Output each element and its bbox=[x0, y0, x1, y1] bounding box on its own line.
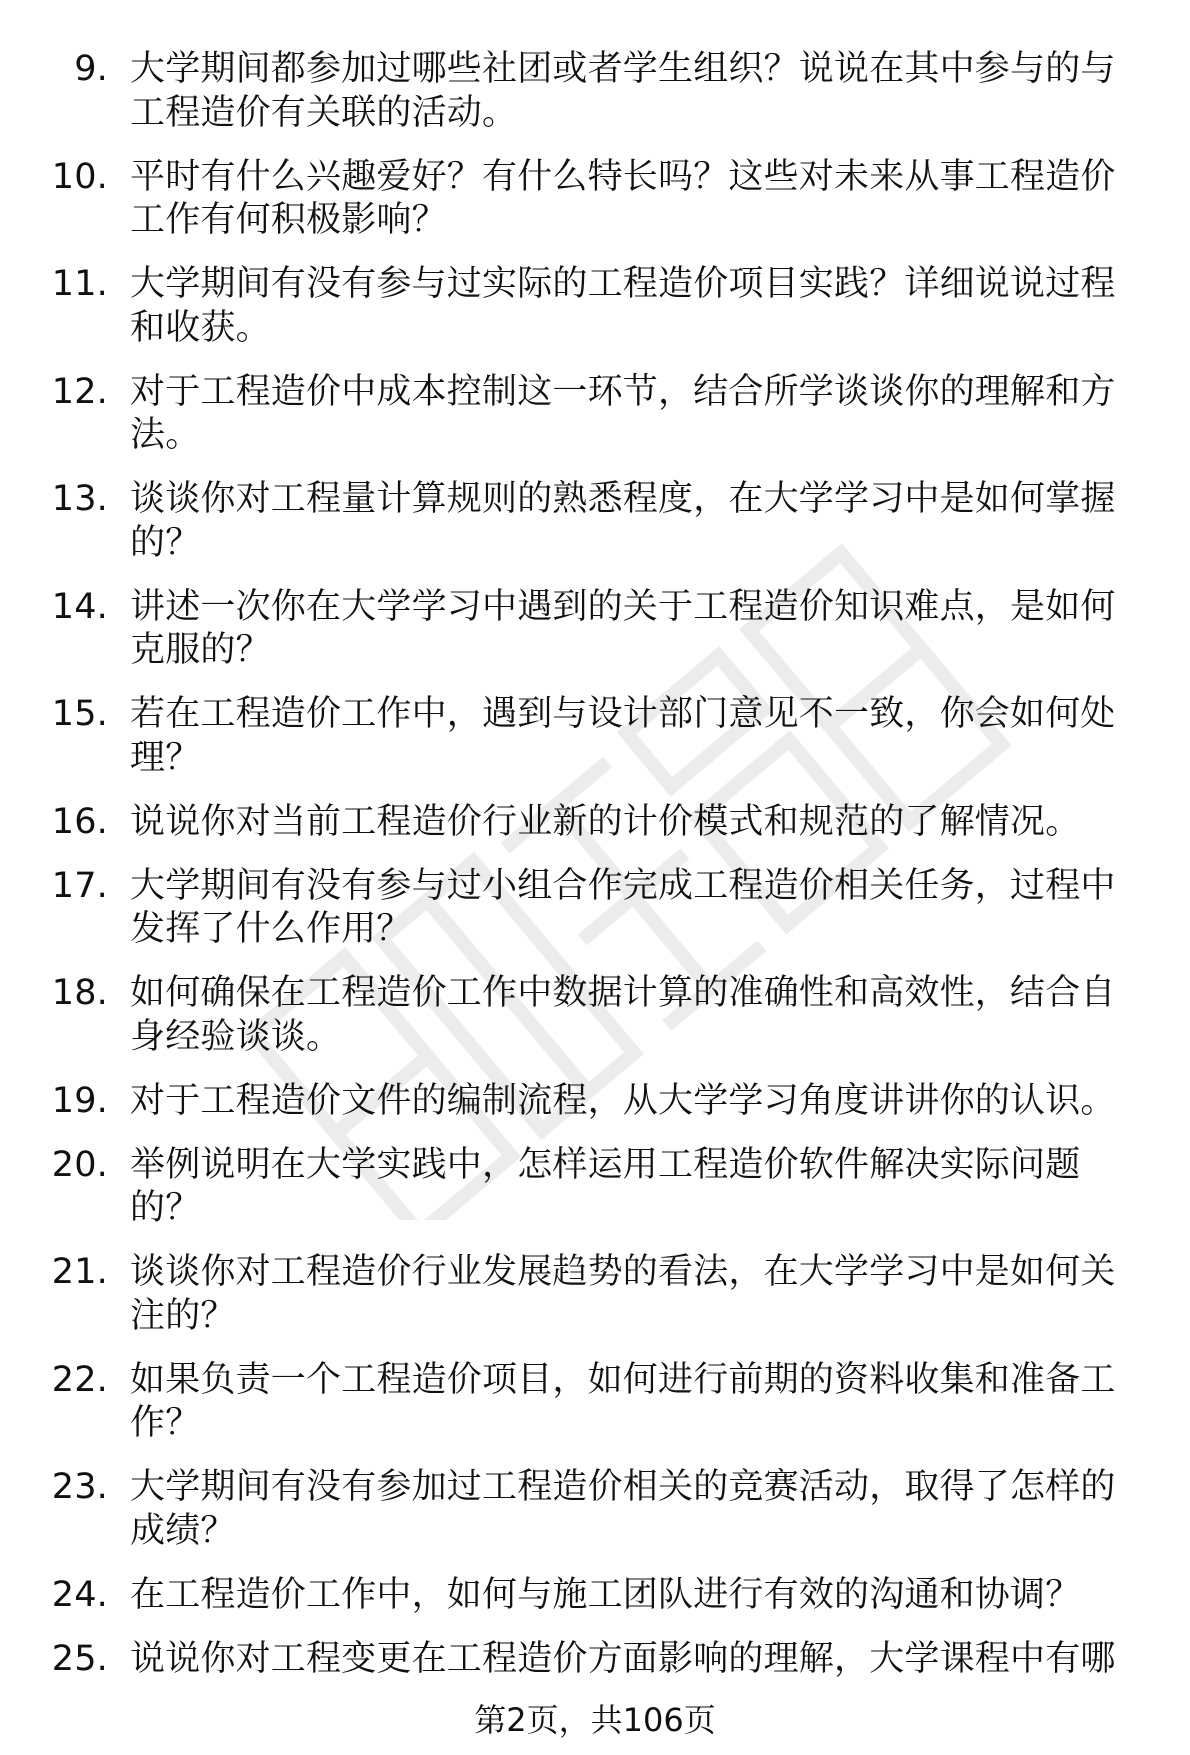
list-item bbox=[0, 263, 1190, 350]
question-text: 若在工程造价工作中，遇到与设计部门意见不一致，你会如何处理？ bbox=[130, 694, 1116, 778]
question-number: 18. bbox=[51, 973, 108, 1013]
question-list bbox=[0, 48, 1190, 1702]
question-text: 举例说明在大学实践中，怎样运用工程造价软件解决实际问题的？ bbox=[130, 1144, 1081, 1228]
question-number: 14. bbox=[51, 586, 108, 627]
list-item bbox=[0, 1638, 1190, 1682]
question-number: 17. bbox=[51, 865, 108, 906]
page-number-footer: 第2页，共106页 bbox=[474, 1701, 716, 1739]
list-item bbox=[0, 371, 1190, 458]
question-text: 在工程造价工作中，如何与施工团队进行有效的沟通和协调？ bbox=[130, 1574, 1081, 1615]
question-text: 讲述一次你在大学学习中遇到的关于工程造价知识难点，是如何克服的？ bbox=[130, 586, 1116, 670]
question-number: 19. bbox=[51, 1080, 108, 1121]
question-text: 大学期间都参加过哪些社团或者学生组织？说说在其中参与的与工程造价有关联的活动。 bbox=[130, 49, 1116, 133]
question-text: 对于工程造价中成本控制这一环节，结合所学谈谈你的理解和方法。 bbox=[130, 371, 1116, 455]
list-item bbox=[0, 1466, 1190, 1553]
list-item bbox=[0, 801, 1190, 845]
question-number: 16. bbox=[51, 801, 108, 842]
list-item bbox=[0, 1574, 1190, 1618]
question-number: 13. bbox=[51, 479, 108, 519]
question-number: 24. bbox=[51, 1574, 108, 1615]
question-number: 12. bbox=[51, 371, 108, 412]
question-number: 23. bbox=[51, 1467, 108, 1507]
question-text: 大学期间有没有参与过小组合作完成工程造价相关任务，过程中发挥了什么作用？ bbox=[130, 865, 1116, 949]
list-item bbox=[0, 865, 1190, 952]
list-item bbox=[0, 1144, 1190, 1231]
question-text: 如果负责一个工程造价项目，如何进行前期的资料收集和准备工作？ bbox=[130, 1359, 1116, 1443]
question-text: 如何确保在工程造价工作中数据计算的准确性和高效性，结合自身经验谈谈。 bbox=[130, 973, 1116, 1057]
list-item bbox=[0, 1251, 1190, 1338]
question-number: 15. bbox=[51, 694, 108, 734]
question-text: 大学期间有没有参加过工程造价相关的竞赛活动，取得了怎样的成绩？ bbox=[130, 1467, 1116, 1551]
list-item bbox=[0, 48, 1190, 135]
question-text: 说说你对工程变更在工程造价方面影响的理解，大学课程中有哪 bbox=[130, 1638, 1116, 1679]
question-number: 22. bbox=[51, 1359, 108, 1400]
question-text: 说说你对当前工程造价行业新的计价模式和规范的了解情况。 bbox=[130, 801, 1081, 842]
list-item bbox=[0, 693, 1190, 780]
question-text: 平时有什么兴趣爱好？有什么特长吗？这些对未来从事工程造价工作有何积极影响？ bbox=[130, 156, 1116, 240]
list-item bbox=[0, 156, 1190, 243]
question-text: 谈谈你对工程造价行业发展趋势的看法，在大学学习中是如何关注的？ bbox=[130, 1252, 1116, 1336]
list-item bbox=[0, 478, 1190, 565]
question-number: 11. bbox=[51, 264, 108, 304]
question-text: 大学期间有没有参与过实际的工程造价项目实践？详细说说过程和收获。 bbox=[130, 264, 1116, 348]
question-text: 谈谈你对工程量计算规则的熟悉程度，在大学学习中是如何掌握的？ bbox=[130, 479, 1116, 563]
question-number: 20. bbox=[51, 1144, 108, 1185]
list-item bbox=[0, 972, 1190, 1059]
list-item bbox=[0, 586, 1190, 673]
list-item bbox=[0, 1359, 1190, 1446]
question-text: 对于工程造价文件的编制流程，从大学学习角度讲讲你的认识。 bbox=[130, 1080, 1116, 1121]
question-number: 10. bbox=[51, 156, 108, 197]
question-number: 9. bbox=[74, 49, 108, 89]
question-number: 25. bbox=[51, 1638, 108, 1679]
question-number: 21. bbox=[51, 1252, 108, 1292]
list-item bbox=[0, 1080, 1190, 1124]
